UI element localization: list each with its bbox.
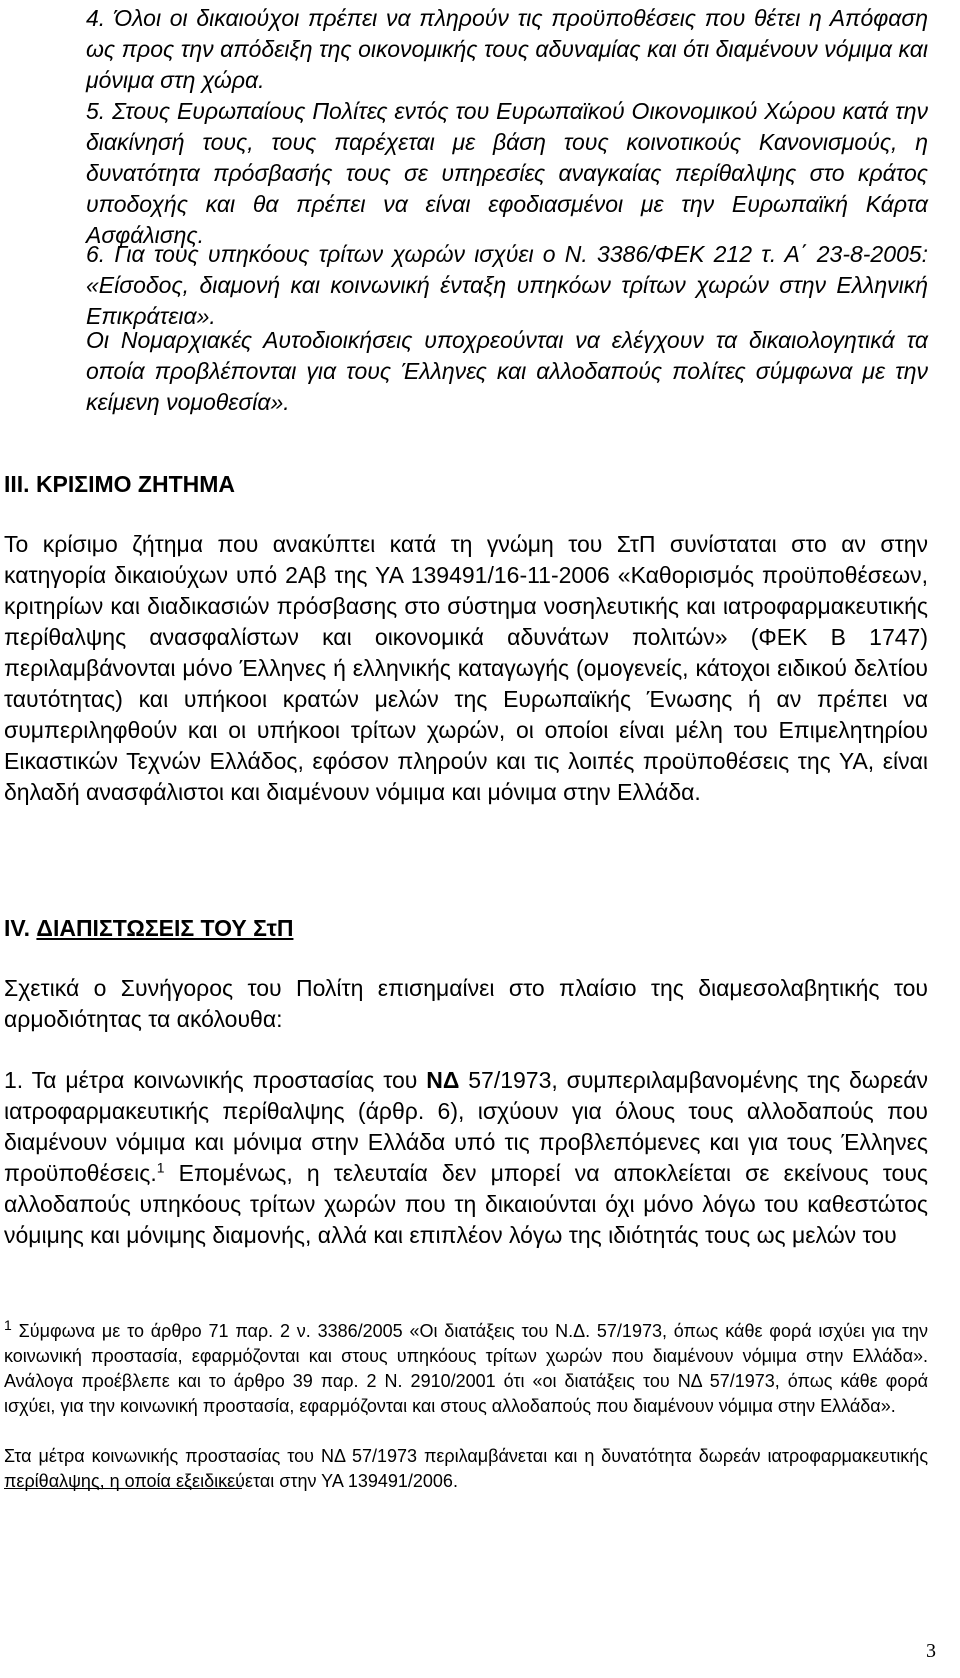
p1-text-middle: 57/1973, συμπεριλαμβανομένης της δωρεάν ιατροφαρμακευτικής περίθαλψης (άρθρ. 6), ισχύουν για όλους τους αλλοδαπούς που διαμένουν νόμιμα και μόνιμα στην Ελλάδα υπό τις προβλεπόμενες και για τους Έλληνες προϋποθέσεις.: [4, 1067, 928, 1186]
list-item-5: 5. Στους Ευρωπαίους Πολίτες εντός του Ευρωπαϊκού Οικονομικού Χώρου κατά την διακίνησή τους, τους παρέχεται με βάση τους κοινοτικούς Κανονισμούς, η δυνατότητα πρόσβασής τους σε υπηρεσίες αναγκαίας περίθαλψης στο κράτος υποδοχής και θα πρέπει να είναι εφοδιασμένοι με την Ευρωπαϊκή Κάρτα Ασφάλισης.: [86, 98, 928, 248]
footnote-text: Σύμφωνα με το άρθρο 71 παρ. 2 ν. 3386/2005 «Οι διατάξεις του Ν.Δ. 57/1973, όπως κάθε φορά ισχύει για την κοινωνική προστασία, εφαρμόζονται και στους υπηκόους τρίτων χωρών που διαμένουν νόμιμα στην Ελλάδα». Ανάλογα προέβλεπε και το άρθρο 39 παρ. 2 Ν. 2910/2001 ότι «οι διατάξεις του ΝΔ 57/1973, όπως κάθε φορά ισχύει, για την κοινωνική προστασία, εφαρμόζονται και στους αλλοδαπούς που διαμένουν νόμιμα στην Ελλάδα».: [4, 1321, 928, 1416]
p1-text-end: Επομένως, η τελευταία δεν μπορεί να αποκλείεται σε εκείνους τους αλλοδαπούς υπηκόους τρίτων χωρών που τη δικαιούνται όχι μόνο λόγω του καθεστώτος νόμιμης και μόνιμης διαμονής, αλλά και επιπλέον λόγω της ιδιότητάς τους ως μελών του: [4, 1160, 928, 1248]
section-4-heading-prefix: IV.: [4, 915, 37, 941]
section-4-paragraph-1: [4, 1065, 928, 1251]
section-3-heading: ΙΙΙ. ΚΡΙΣΙΜΟ ΖΗΤΗΜΑ: [4, 471, 236, 497]
closing-paragraph: Οι Νομαρχιακές Αυτοδιοικήσεις υποχρεούνται να ελέγχουν τα δικαιολογητικά τα οποία προβλέπονται για τους Έλληνες και αλλοδαπούς πολίτες σύμφωνα με την κείμενη νομοθεσία».: [86, 327, 928, 415]
p1-nd-abbrev: ΝΔ: [426, 1067, 460, 1093]
footnote-1-continuation: Στα μέτρα κοινωνικής προστασίας του ΝΔ 57/1973 περιλαμβάνεται και η δυνατότητα δωρεάν ιατροφαρμακευτικής περίθαλψης, η οποία εξειδικεύεται στην ΥΑ 139491/2006.: [4, 1446, 928, 1491]
footnote-reference[interactable]: 1: [156, 1159, 165, 1176]
section-4-heading-title: ΔΙΑΠΙΣΤΩΣΕΙΣ ΤΟΥ ΣτΠ: [36, 915, 294, 941]
list-item-6: 6. Για τους υπηκόους τρίτων χωρών ισχύει ο Ν. 3386/ΦΕΚ 212 τ. Α΄ 23-8-2005: «Είσοδος, διαμονή και κοινωνική ένταξη υπηκόων τρίτων χωρών στην Ελληνική Επικράτεια».: [86, 241, 928, 329]
section-4-intro: Σχετικά ο Συνήγορος του Πολίτη επισημαίνει στο πλαίσιο της διαμεσολαβητικής του αρμοδιότητας τα ακόλουθα:: [4, 975, 928, 1032]
footnote-mark: 1: [4, 1317, 12, 1333]
list-item-4: 4. Όλοι οι δικαιούχοι πρέπει να πληρούν τις προϋποθέσεις που θέτει η Απόφαση ως προς την απόδειξη της οικονομικής τους αδυναμίας και ότι διαμένουν νόμιμα και μόνιμα στη χώρα.: [86, 5, 928, 93]
section-4-heading: [4, 913, 928, 944]
section-3-body: Το κρίσιμο ζήτημα που ανακύπτει κατά τη γνώμη του ΣτΠ συνίσταται στο αν στην κατηγορία δικαιούχων υπό 2Αβ της ΥΑ 139491/16-11-2006 «Καθορισμός προϋποθέσεων, κριτηρίων και διαδικασιών πρόσβασης στο σύστημα νοσηλευτικής και ιατροφαρμακευτικής περίθαλψης ανασφαλίστων και οικονομικά αδυνάτων πολιτών» (ΦΕΚ Β 1747) περιλαμβάνονται μόνο Έλληνες ή ελληνικής καταγωγής (ομογενείς, κάτοχοι ειδικού δελτίου ταυτότητας) και υπήκοοι κρατών μελών της Ευρωπαϊκής Ένωσης ή αν πρέπει να συμπεριληφθούν και οι υπήκοοι τρίτων χωρών, οι οποίοι είναι μέλη του Επιμελητηρίου Εικαστικών Τεχνών Ελλάδος, εφόσον πληρούν και τις λοιπές προϋποθέσεις της ΥΑ, είναι δηλαδή ανασφάλιστοι και διαμένουν νόμιμα και μόνιμα στην Ελλάδα.: [4, 531, 928, 805]
footnote-1: [4, 1319, 928, 1419]
p1-text-start: 1. Τα μέτρα κοινωνικής προστασίας του: [4, 1067, 427, 1093]
page-number: 3: [926, 1640, 936, 1662]
